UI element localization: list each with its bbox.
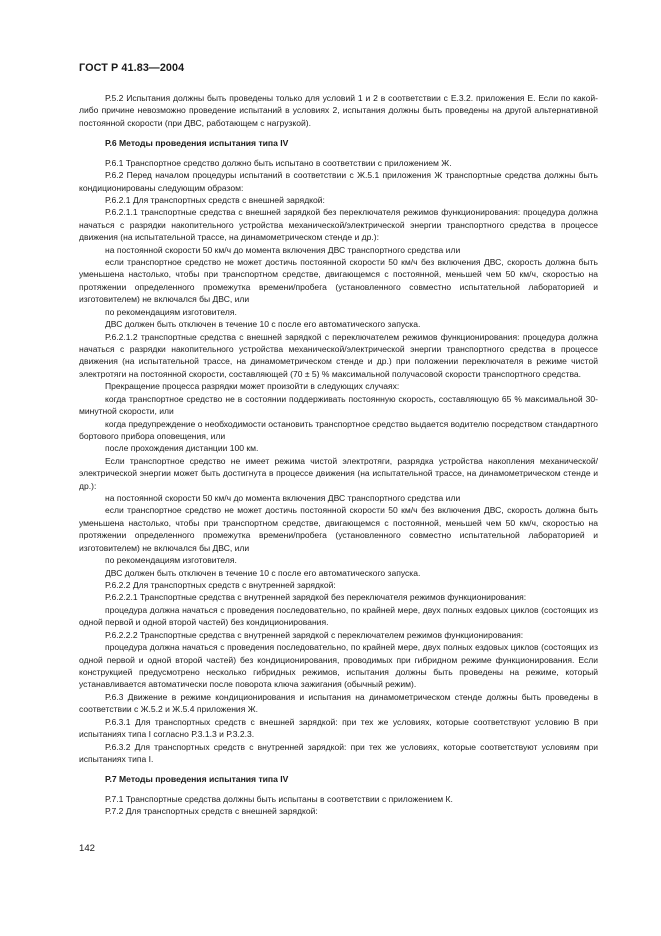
paragraph: если транспортное средство не может достичь постоянной скорости 50 км/ч без включения ДВС, скорость должна быть уменьшена настолько, чтобы при транспортном средстве, двигающемся с постоянной, меньшей чем 50 км/ч, скоростью на протяжении определенного промежутка времени/пробега (установленного совместно испытательной лабораторией и изготовителем) не включался бы ДВС, или bbox=[79, 505, 598, 553]
paragraph: Р.6.2.1.2 транспортные средства с внешней зарядкой с переключателем режимов функционирования: процедура должна начаться с разрядки накопительного устройства механической/электрической энергии транспортного средства в процессе движения (на испытательной трассе, на динамометрическом стенде и др.) при положении переключателя в режиме чистой электротяги на постоянной скорости, составляющей (70 ± 5) % максимальной получасовой скорости транспортного средства. bbox=[79, 331, 598, 379]
paragraph: процедура должна начаться с проведения последовательно, по крайней мере, двух полных ездовых циклов (состоящих из одной первой и одной второй частей) без кондиционирования, проводимых при гибридном режиме функционирования. Если конструкцией предусмотрено несколько гибридных режимов, испытания должны быть проведены на режиме, который устанавливается автоматически после поворота ключа зажигания (обычный режим). bbox=[79, 642, 598, 690]
paragraph: после прохождения дистанции 100 км. bbox=[105, 443, 259, 454]
paragraph: Р.6.2.2.2 Транспортные средства с внутренней зарядкой с переключателем режимов функционирования: bbox=[105, 629, 524, 640]
paragraph: на постоянной скорости 50 км/ч до момента включения ДВС транспортного средства или bbox=[105, 493, 461, 504]
paragraph: Р.6.2.2.1 Транспортные средства с внутренней зарядкой без переключателя режимов функционирования: bbox=[105, 592, 527, 603]
document-header: ГОСТ Р 41.83—2004 bbox=[79, 62, 185, 74]
paragraph: Р.6.3 Движение в режиме кондиционирования и испытания на динамометрическом стенде должны быть проведены в соответствии с Ж.5.2 и Ж.5.4 приложения Ж. bbox=[79, 691, 598, 715]
paragraph: когда транспортное средство не в состоянии поддерживать постоянную скорость, составляющую 65 % максимальной 30-минутной скорости, или bbox=[79, 393, 598, 417]
paragraph: ДВС должен быть отключен в течение 10 с после его автоматического запуска. bbox=[105, 567, 421, 578]
paragraph: Если транспортное средство не имеет режима чистой электротяги, разрядка устройства накопления механической/электрической энергии может быть достигнута в процессе движения (на испытательной трассе, на динамометрическом стенде и др.): bbox=[79, 455, 598, 491]
paragraph: Р.6.2.1.1 транспортные средства с внешней зарядкой без переключателя режимов функционирования: процедура должна начаться с разрядки накопительного устройства механической/электрической энергии транспортного средства в процессе движения (на испытательной трассе, на динамометрическом стенде и др.): bbox=[79, 207, 598, 243]
paragraph: Прекращение процесса разрядки может произойти в следующих случаях: bbox=[105, 381, 400, 392]
paragraph: Р.6.2 Перед началом процедуры испытаний в соответствии с Ж.5.1 приложения Ж транспортные средства должны быть кондиционированы следующим образом: bbox=[79, 170, 598, 193]
paragraph: ДВС должен быть отключен в течение 10 с после его автоматического запуска. bbox=[105, 319, 421, 330]
paragraph: по рекомендациям изготовителя. bbox=[105, 306, 237, 317]
paragraph: когда предупреждение о необходимости остановить транспортное средство выдается водителю посредством стандартного бортового прибора оповещения, или bbox=[79, 418, 598, 441]
paragraph: Р.6.3.1 Для транспортных средств с внешней зарядкой: при тех же условиях, которые соответствуют условию В при испытаниях типа I согласно Р.3.1.3 и Р.3.2.3. bbox=[79, 716, 598, 740]
paragraph: Р.6.2.1 Для транспортных средств с внешней зарядкой: bbox=[105, 194, 325, 205]
paragraph: на постоянной скорости 50 км/ч до момента включения ДВС транспортного средства или bbox=[105, 244, 461, 255]
section-heading: Р.7 Методы проведения испытания типа IV bbox=[105, 774, 289, 785]
document-body bbox=[79, 92, 598, 818]
paragraph: Р.7.1 Транспортные средства должны быть испытаны в соответствии с приложением К. bbox=[105, 793, 453, 804]
paragraph: если транспортное средство не может достичь постоянной скорости 50 км/ч без включения ДВС, скорость должна быть уменьшена настолько, чтобы при транспортном средстве, двигающемся с постоянной, меньшей чем 50 км/ч, скоростью на протяжении определенного промежутка времени/пробега (установленного совместно испытательной лабораторией и изготовителем) не включался бы ДВС, или bbox=[79, 257, 598, 305]
page-number: 142 bbox=[79, 843, 96, 854]
paragraph: Р.6.2.2 Для транспортных средств с внутренней зарядкой: bbox=[105, 580, 336, 591]
paragraph: Р.6.3.2 Для транспортных средств с внутренней зарядкой: при тех же условиях, которые соответствуют условиям при испытаниях типа I. bbox=[79, 741, 598, 764]
paragraph: процедура должна начаться с проведения последовательно, по крайней мере, двух полных ездовых циклов (состоящих из одной первой и одной второй частей) без кондиционирования. bbox=[79, 604, 598, 628]
paragraph: Р.5.2 Испытания должны быть проведены только для условий 1 и 2 в соответствии с Е.3.2. приложения Е. Если по какой-либо причине невозможно проведение испытаний в условиях 2, испытания должны быть проведены на другой альтернативной постоянной скорости (при ДВС, работающем с нагрузкой). bbox=[79, 93, 598, 128]
paragraph: Р.7.2 Для транспортных средств с внешней зарядкой: bbox=[105, 806, 318, 817]
paragraph: Р.6.1 Транспортное средство должно быть испытано в соответствии с приложением Ж. bbox=[105, 157, 452, 168]
paragraph: по рекомендациям изготовителя. bbox=[105, 555, 237, 566]
section-heading: Р.6 Методы проведения испытания типа IV bbox=[105, 138, 289, 149]
